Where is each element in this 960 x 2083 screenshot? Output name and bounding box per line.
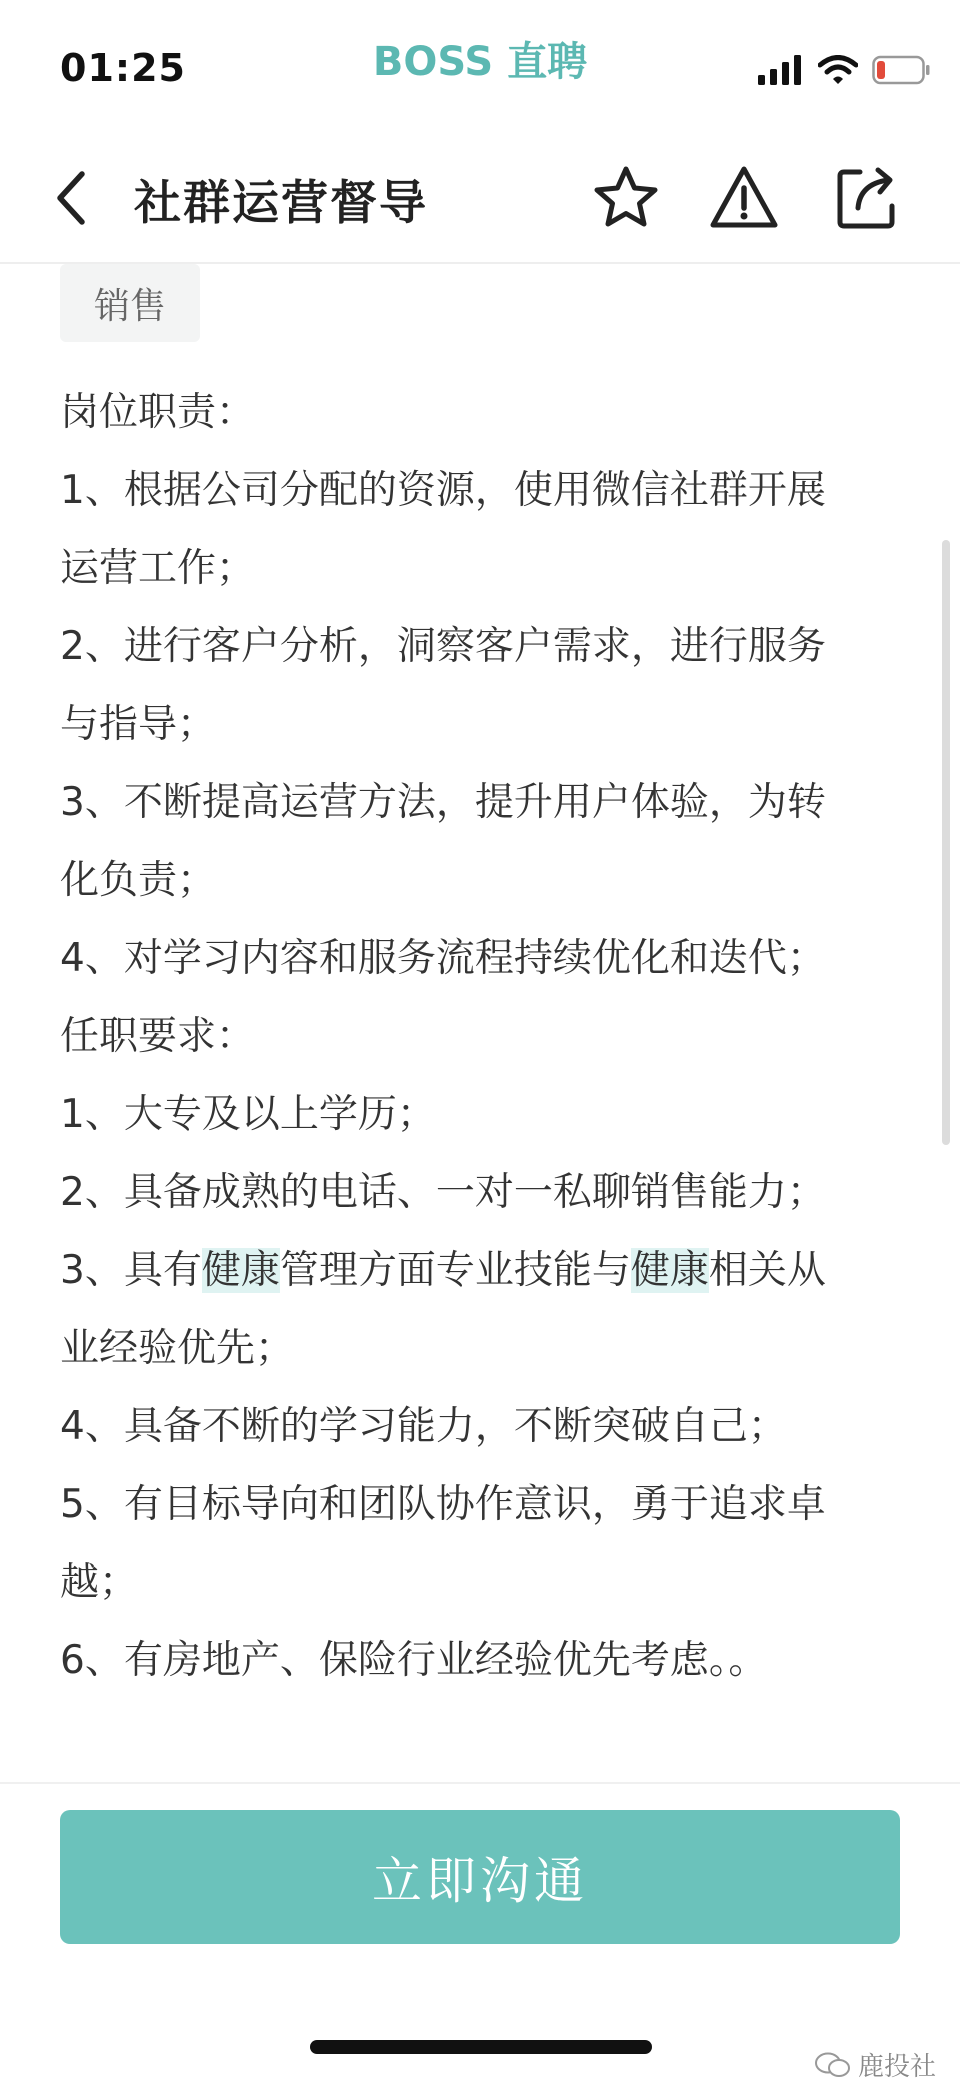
page-title: 社群运营督导: [134, 176, 428, 231]
description-line: [60, 1622, 900, 1700]
description-text: 1、大专及以上学历；: [60, 1092, 436, 1137]
description-text: 6、有房地产、保险行业经验优先考虑。。: [60, 1638, 768, 1683]
chat-now-button[interactable]: 立即沟通: [60, 1810, 900, 1944]
scrollbar[interactable]: [942, 540, 950, 1145]
description-line: [60, 608, 900, 686]
highlighted-keyword: 健康: [201, 1248, 280, 1293]
description-line: [60, 1076, 900, 1154]
bottom-divider: [0, 1782, 960, 1784]
description-line: [60, 1154, 900, 1232]
description-text: 管理方面专业技能与: [279, 1248, 631, 1293]
description-text: 与指导；: [60, 702, 217, 747]
description-line: [60, 1466, 900, 1544]
status-time: 01:25: [60, 46, 186, 90]
watermark: [814, 2046, 936, 2083]
highlighted-keyword: 健康: [630, 1248, 709, 1293]
description-line: [60, 1388, 900, 1466]
description-line: [60, 1310, 900, 1388]
description-line: [60, 1232, 900, 1310]
description-line: [60, 530, 900, 608]
description-text: 4、对学习内容和服务流程持续优化和迭代；: [60, 936, 826, 981]
job-tag[interactable]: 销售: [60, 264, 200, 342]
description-text: 任职要求：: [60, 1014, 256, 1059]
home-indicator[interactable]: [310, 2040, 652, 2054]
status-icons: [758, 50, 930, 90]
description-text: 3、不断提高运营方法，提升用户体验，为转: [60, 780, 826, 825]
description-text: 2、进行客户分析，洞察客户需求，进行服务: [60, 624, 826, 669]
brand-logo: BOSS 直聘: [372, 39, 588, 85]
warning-icon[interactable]: [708, 162, 780, 234]
description-line: [60, 842, 900, 920]
share-icon[interactable]: [830, 162, 902, 234]
job-description: [60, 374, 900, 1700]
description-text: 1、根据公司分配的资源，使用微信社群开展: [60, 468, 826, 513]
description-line: [60, 764, 900, 842]
battery-icon: [872, 55, 930, 85]
description-text: 5、有目标导向和团队协作意识，勇于追求卓: [60, 1482, 826, 1527]
back-icon[interactable]: [52, 168, 92, 228]
watermark-text: 鹿投社: [857, 2052, 936, 2082]
description-line: [60, 374, 900, 452]
description-text: 业经验优先；: [60, 1326, 295, 1371]
description-text: 越；: [60, 1560, 139, 1605]
wifi-icon: [818, 55, 858, 85]
job-detail-content[interactable]: [0, 264, 960, 1784]
description-line: [60, 1544, 900, 1622]
description-text: 4、具备不断的学习能力，不断突破自己；: [60, 1404, 787, 1449]
description-text: 化负责；: [60, 858, 217, 903]
description-line: [60, 998, 900, 1076]
status-bar: [0, 0, 960, 130]
description-text: 岗位职责：: [60, 390, 256, 435]
star-icon[interactable]: [590, 162, 662, 234]
description-text: 2、具备成熟的电话、一对一私聊销售能力；: [60, 1170, 826, 1215]
wechat-icon: [814, 2051, 852, 2079]
description-text: 相关从: [708, 1248, 826, 1293]
description-line: [60, 686, 900, 764]
nav-bar: [0, 130, 960, 264]
description-line: [60, 920, 900, 998]
signal-icon: [758, 55, 804, 85]
description-text: 3、具有: [60, 1248, 202, 1293]
description-line: [60, 452, 900, 530]
description-text: 运营工作；: [60, 546, 256, 591]
